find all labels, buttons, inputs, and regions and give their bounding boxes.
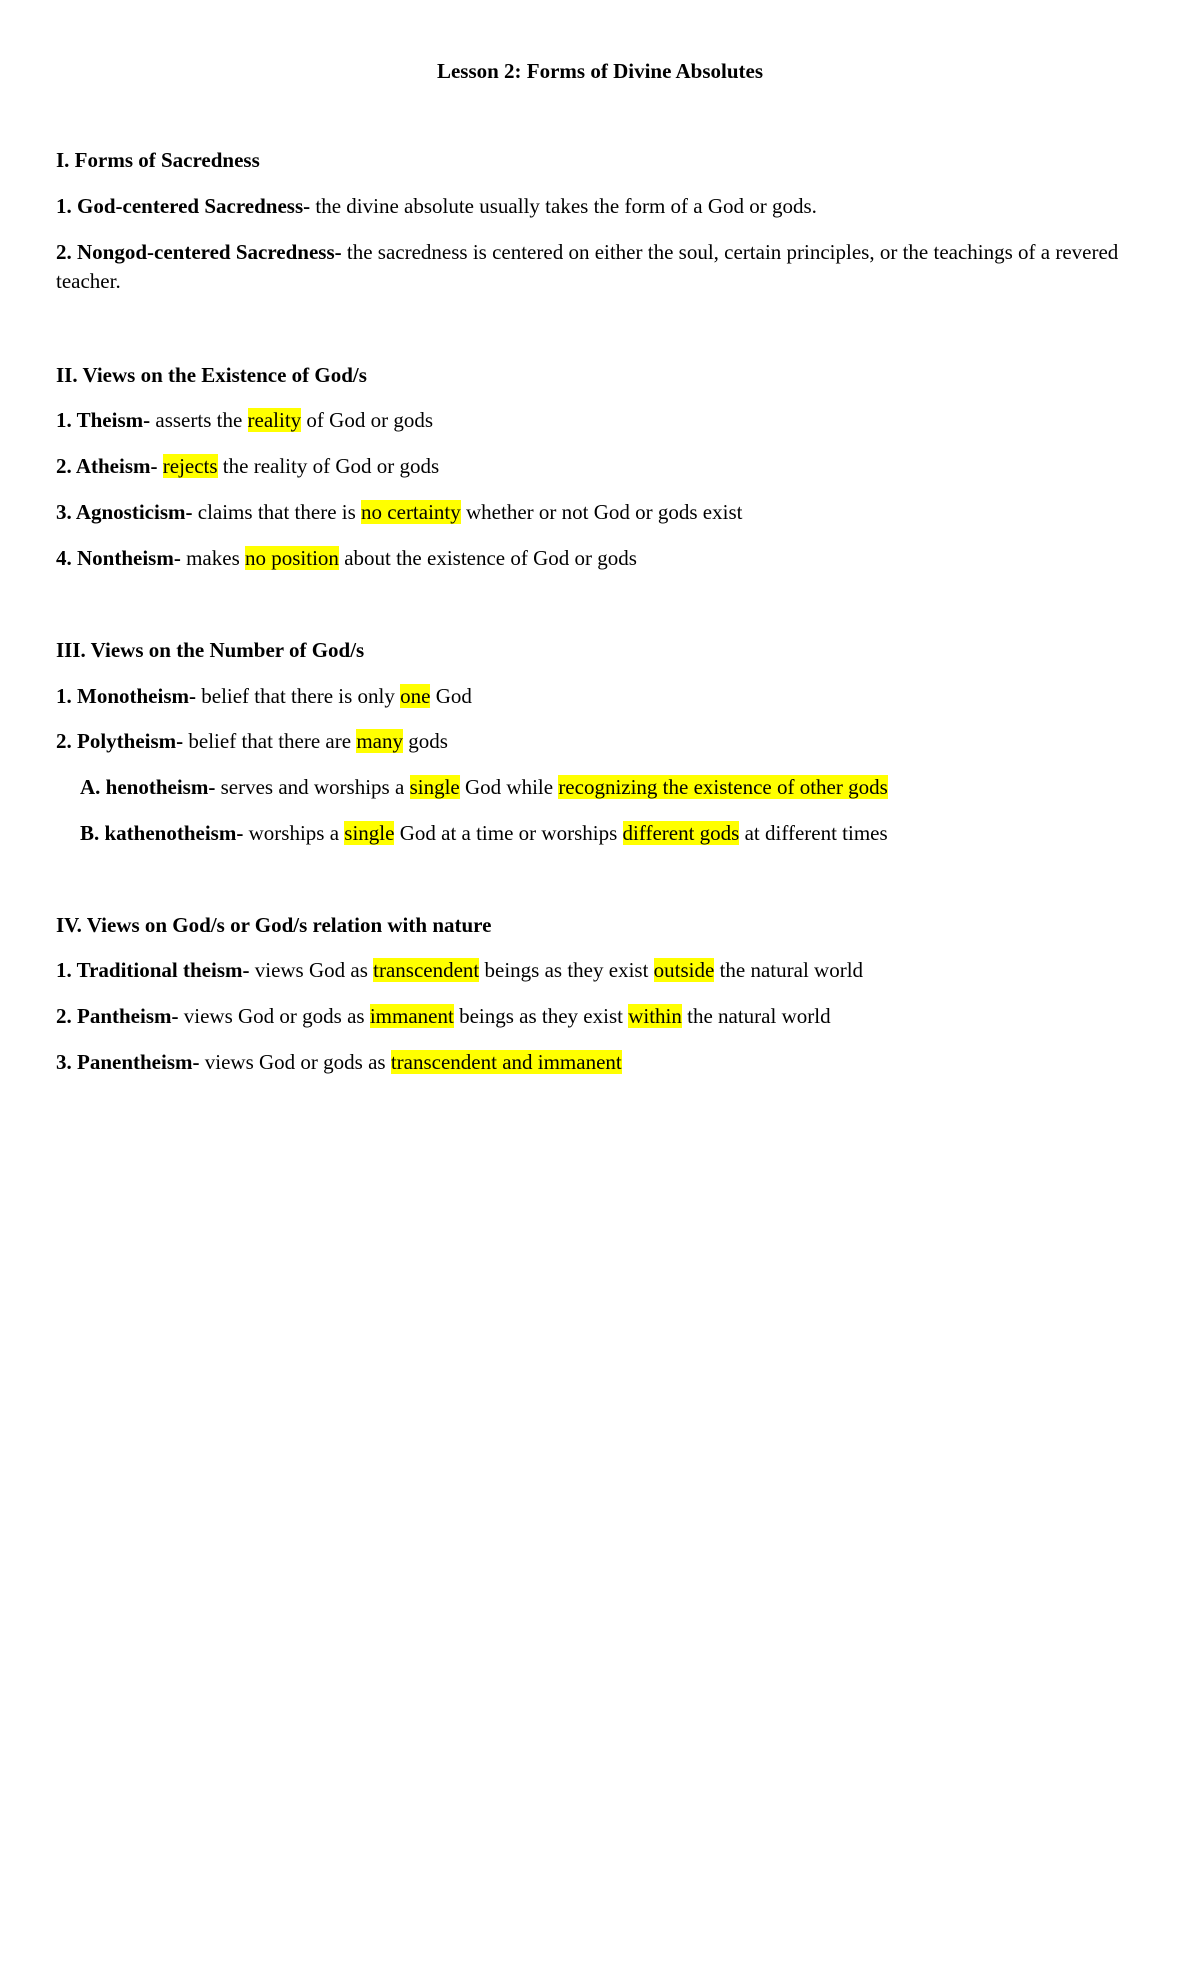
highlight: no position	[245, 546, 339, 570]
list-item-henotheism	[80, 773, 1144, 802]
text: views God as	[249, 958, 374, 982]
list-item-god-centered-sacredness	[56, 192, 1144, 221]
text	[158, 454, 163, 478]
section-heading-relation-with-nature: IV. Views on God/s or God/s relation with nature	[56, 913, 492, 937]
section-heading-number-of-gods: III. Views on the Number of God/s	[56, 638, 365, 662]
highlight: different gods	[622, 821, 740, 845]
definition: the divine absolute usually takes the form of a God or gods.	[310, 194, 817, 218]
list-item-nontheism	[56, 544, 1144, 573]
text: views God or gods as	[178, 1004, 370, 1028]
text: beings as they exist	[453, 1004, 629, 1028]
term: 2. Atheism-	[56, 454, 158, 478]
highlight: outside	[653, 958, 715, 982]
text: beings as they exist	[479, 958, 654, 982]
list-item-nongod-centered-sacredness	[56, 238, 1144, 296]
text: the reality of God or gods	[217, 454, 440, 478]
text: God	[430, 684, 472, 708]
text: whether or not God or gods exist	[460, 500, 743, 524]
section-heading-forms-of-sacredness: I. Forms of Sacredness	[56, 148, 260, 172]
term: 1. Theism-	[56, 408, 151, 432]
list-item-panentheism	[56, 1048, 1144, 1077]
highlight: transcendent	[373, 958, 480, 982]
highlight: reality	[247, 408, 302, 432]
text: belief that there are	[183, 729, 357, 753]
highlight: immanent	[369, 1004, 454, 1028]
highlight: transcendent and immanent	[390, 1050, 622, 1074]
term: A. henotheism-	[80, 775, 216, 799]
term: 4. Nontheism-	[56, 546, 181, 570]
term: 2. Pantheism-	[56, 1004, 179, 1028]
highlight: single	[344, 821, 395, 845]
text: God at a time or worships	[394, 821, 623, 845]
term: 1. God-centered Sacredness-	[56, 194, 311, 218]
text: worships a	[243, 821, 345, 845]
term: 1. Traditional theism-	[56, 958, 250, 982]
term: B. kathenotheism-	[80, 821, 244, 845]
text: of God or gods	[301, 408, 433, 432]
text: claims that there is	[192, 500, 362, 524]
text: God while	[459, 775, 559, 799]
text: belief that there is only	[196, 684, 401, 708]
highlight: single	[409, 775, 460, 799]
text: about the existence of God or gods	[338, 546, 637, 570]
section-heading-existence-of-gods: II. Views on the Existence of God/s	[56, 363, 367, 387]
text: serves and worships a	[215, 775, 410, 799]
page-title: Lesson 2: Forms of Divine Absolutes	[436, 59, 764, 83]
term: 2. Nongod-centered Sacredness-	[56, 240, 342, 264]
text: the natural world	[714, 958, 864, 982]
term: 3. Agnosticism-	[56, 500, 193, 524]
text: at different times	[739, 821, 888, 845]
text: views God or gods as	[199, 1050, 391, 1074]
list-item-traditional-theism	[56, 956, 1144, 985]
highlight: within	[628, 1004, 682, 1028]
list-item-atheism	[56, 452, 1144, 481]
text: the natural world	[681, 1004, 831, 1028]
list-item-kathenotheism	[80, 819, 1144, 848]
highlight: recognizing the existence of other gods	[558, 775, 888, 799]
text: gods	[402, 729, 448, 753]
term: 2. Polytheism-	[56, 729, 184, 753]
list-item-monotheism	[56, 682, 1144, 711]
list-item-theism	[56, 406, 1144, 435]
highlight: no certainty	[361, 500, 461, 524]
highlight: one	[400, 684, 431, 708]
list-item-polytheism	[56, 727, 1144, 756]
list-item-pantheism	[56, 1002, 1144, 1031]
definition: the sacredness is centered on either the soul, certain principles, or the teachings of a revered teacher.	[56, 240, 1119, 293]
text: asserts the	[150, 408, 248, 432]
term: 3. Panentheism-	[56, 1050, 200, 1074]
list-item-agnosticism	[56, 498, 1144, 527]
text: makes	[180, 546, 245, 570]
term: 1. Monotheism-	[56, 684, 196, 708]
highlight: many	[356, 729, 403, 753]
highlight: rejects	[162, 454, 218, 478]
